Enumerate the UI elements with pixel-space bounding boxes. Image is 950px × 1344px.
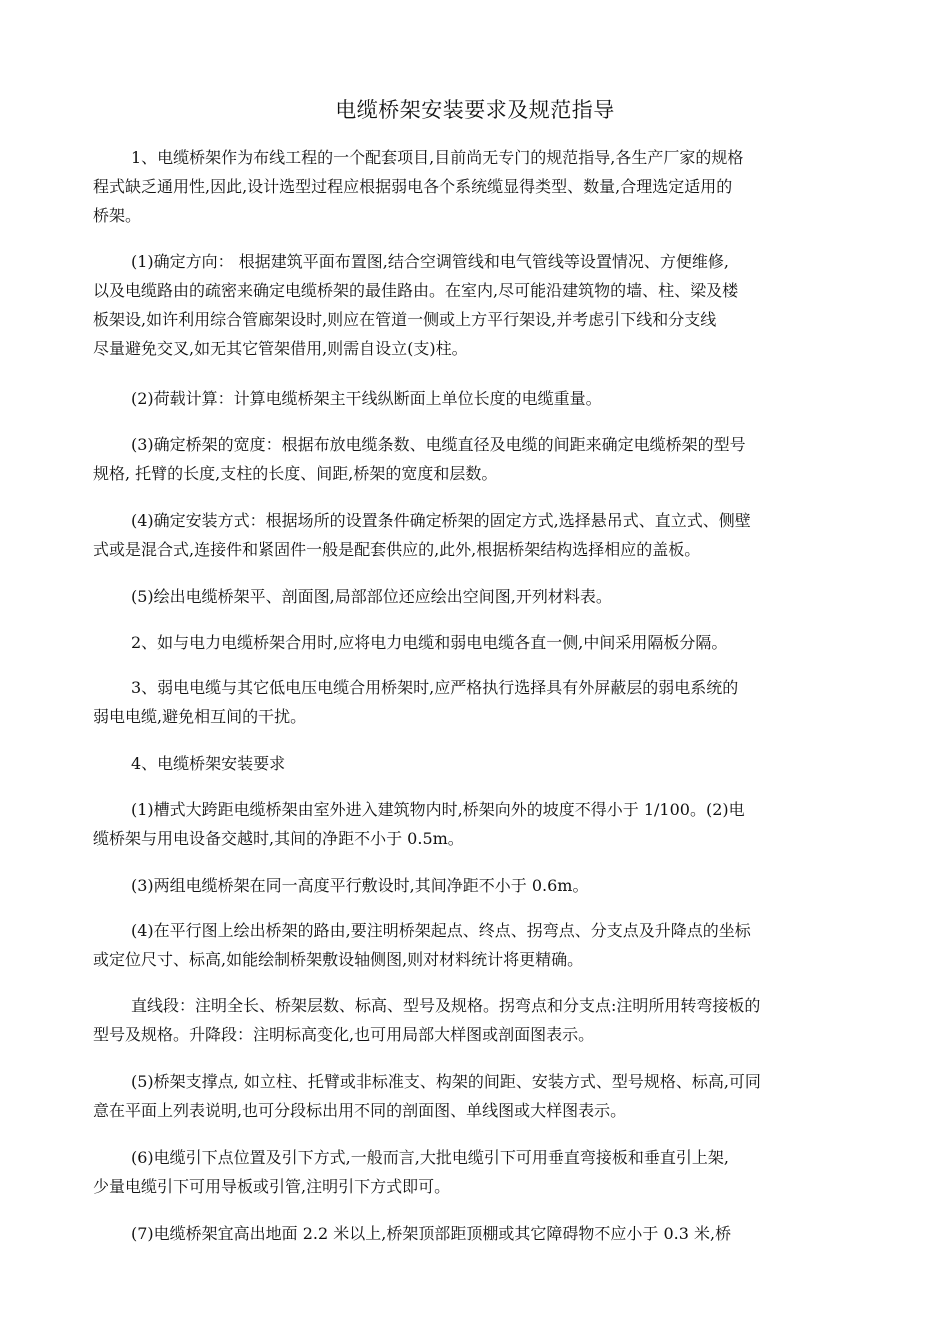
paragraph-12: [93, 916, 859, 974]
text-line: 缆桥架与用电设备交越时,其间的净距不小于 0.5m。: [93, 829, 464, 848]
text-line: (3)两组电缆桥架在同一高度平行敷设时,其间净距不小于 0.6m。: [131, 876, 589, 895]
text-line: 直线段：注明全长、桥架层数、标高、型号及规格。拐弯点和分支点:注明所用转弯接板的: [131, 996, 761, 1015]
paragraph-9: [93, 749, 859, 778]
paragraph-11: [93, 871, 859, 900]
text-line: 4、电缆桥架安装要求: [131, 754, 286, 773]
text-line: 或定位尺寸、标高,如能绘制桥架敷设轴侧图,则对材料统计将更精确。: [93, 950, 584, 969]
text-line: 型号及规格。升降段：注明标高变化,也可用局部大样图或剖面图表示。: [93, 1025, 595, 1044]
text-line: 以及电缆路由的疏密来确定电缆桥架的最佳路由。在室内,尽可能沿建筑物的墙、柱、梁及楼: [93, 281, 739, 300]
text-line: 桥架。: [93, 206, 142, 225]
text-line: 少量电缆引下可用导板或引管,注明引下方式即可。: [93, 1177, 451, 1196]
text-line: 尽量避免交叉,如无其它管架借用,则需自设立(支)柱。: [93, 339, 468, 358]
text-line: (6)电缆引下点位置及引下方式,一般而言,大批电缆引下可用垂直弯接板和垂直引上架,: [131, 1148, 729, 1167]
text-line: 1、电缆桥架作为布线工程的一个配套项目,目前尚无专门的规范指导,各生产厂家的规格: [131, 148, 744, 167]
paragraph-8: [93, 673, 859, 731]
paragraph-6: [93, 582, 859, 611]
text-line: (3)确定桥架的宽度：根据布放电缆条数、电缆直径及电缆的间距来确定电缆桥架的型号: [131, 435, 746, 454]
text-line: (5)桥架支撑点, 如立柱、托臂或非标准支、构架的间距、安装方式、型号规格、标高,可同: [131, 1072, 761, 1091]
paragraph-13: [93, 991, 859, 1049]
text-line: 规格, 托臂的长度,支柱的长度、间距,桥架的宽度和层数。: [93, 464, 498, 483]
paragraph-1: [93, 143, 859, 230]
paragraph-10: [93, 795, 859, 853]
text-line: 2、如与电力电缆桥架合用时,应将电力电缆和弱电电缆各直一侧,中间采用隔板分隔。: [131, 633, 728, 652]
document-title: 电缆桥架安装要求及规范指导: [335, 98, 615, 122]
text-line: 程式缺乏通用性,因此,设计选型过程应根据弱电各个系统缆显得类型、数量,合理选定适用的: [93, 177, 733, 196]
paragraph-3: [93, 384, 859, 413]
text-line: 板架设,如许利用综合管廊架设时,则应在管道一侧或上方平行架设,并考虑引下线和分支线: [93, 310, 717, 329]
paragraph-14: [93, 1067, 859, 1125]
paragraph-16: [93, 1219, 859, 1248]
paragraph-2: [93, 247, 859, 363]
paragraph-7: [93, 628, 859, 657]
paragraph-5: [93, 506, 859, 564]
text-line: (5)绘出电缆桥架平、剖面图,局部部位还应绘出空间图,开列材料表。: [131, 587, 612, 606]
paragraph-15: [93, 1143, 859, 1201]
text-line: (1)槽式大跨距电缆桥架由室外进入建筑物内时,桥架向外的坡度不得小于 1/100。(2)电: [131, 800, 745, 819]
text-line: (1)确定方向： 根据建筑平面布置图,结合空调管线和电气管线等设置情况、方便维修,: [131, 252, 729, 271]
text-line: 意在平面上列表说明,也可分段标出用不同的剖面图、单线图或大样图表示。: [93, 1101, 627, 1120]
text-line: 弱电电缆,避免相互间的干扰。: [93, 707, 307, 726]
text-line: (4)确定安装方式：根据场所的设置条件确定桥架的固定方式,选择悬吊式、直立式、侧壁: [131, 511, 751, 530]
text-line: (4)在平行图上绘出桥架的路由,要注明桥架起点、终点、拐弯点、分支点及升降点的坐标: [131, 921, 751, 940]
text-line: (7)电缆桥架宜高出地面 2.2 米以上,桥架顶部距顶棚或其它障碍物不应小于 0.3 米,桥: [131, 1224, 732, 1243]
text-line: 3、弱电电缆与其它低电压电缆合用桥架时,应严格执行选择具有外屏蔽层的弱电系统的: [131, 678, 739, 697]
paragraph-4: [93, 430, 859, 488]
text-line: (2)荷载计算：计算电缆桥架主干线纵断面上单位长度的电缆重量。: [131, 389, 602, 408]
text-line: 式或是混合式,连接件和紧固件一般是配套供应的,此外,根据桥架结构选择相应的盖板。: [93, 540, 701, 559]
